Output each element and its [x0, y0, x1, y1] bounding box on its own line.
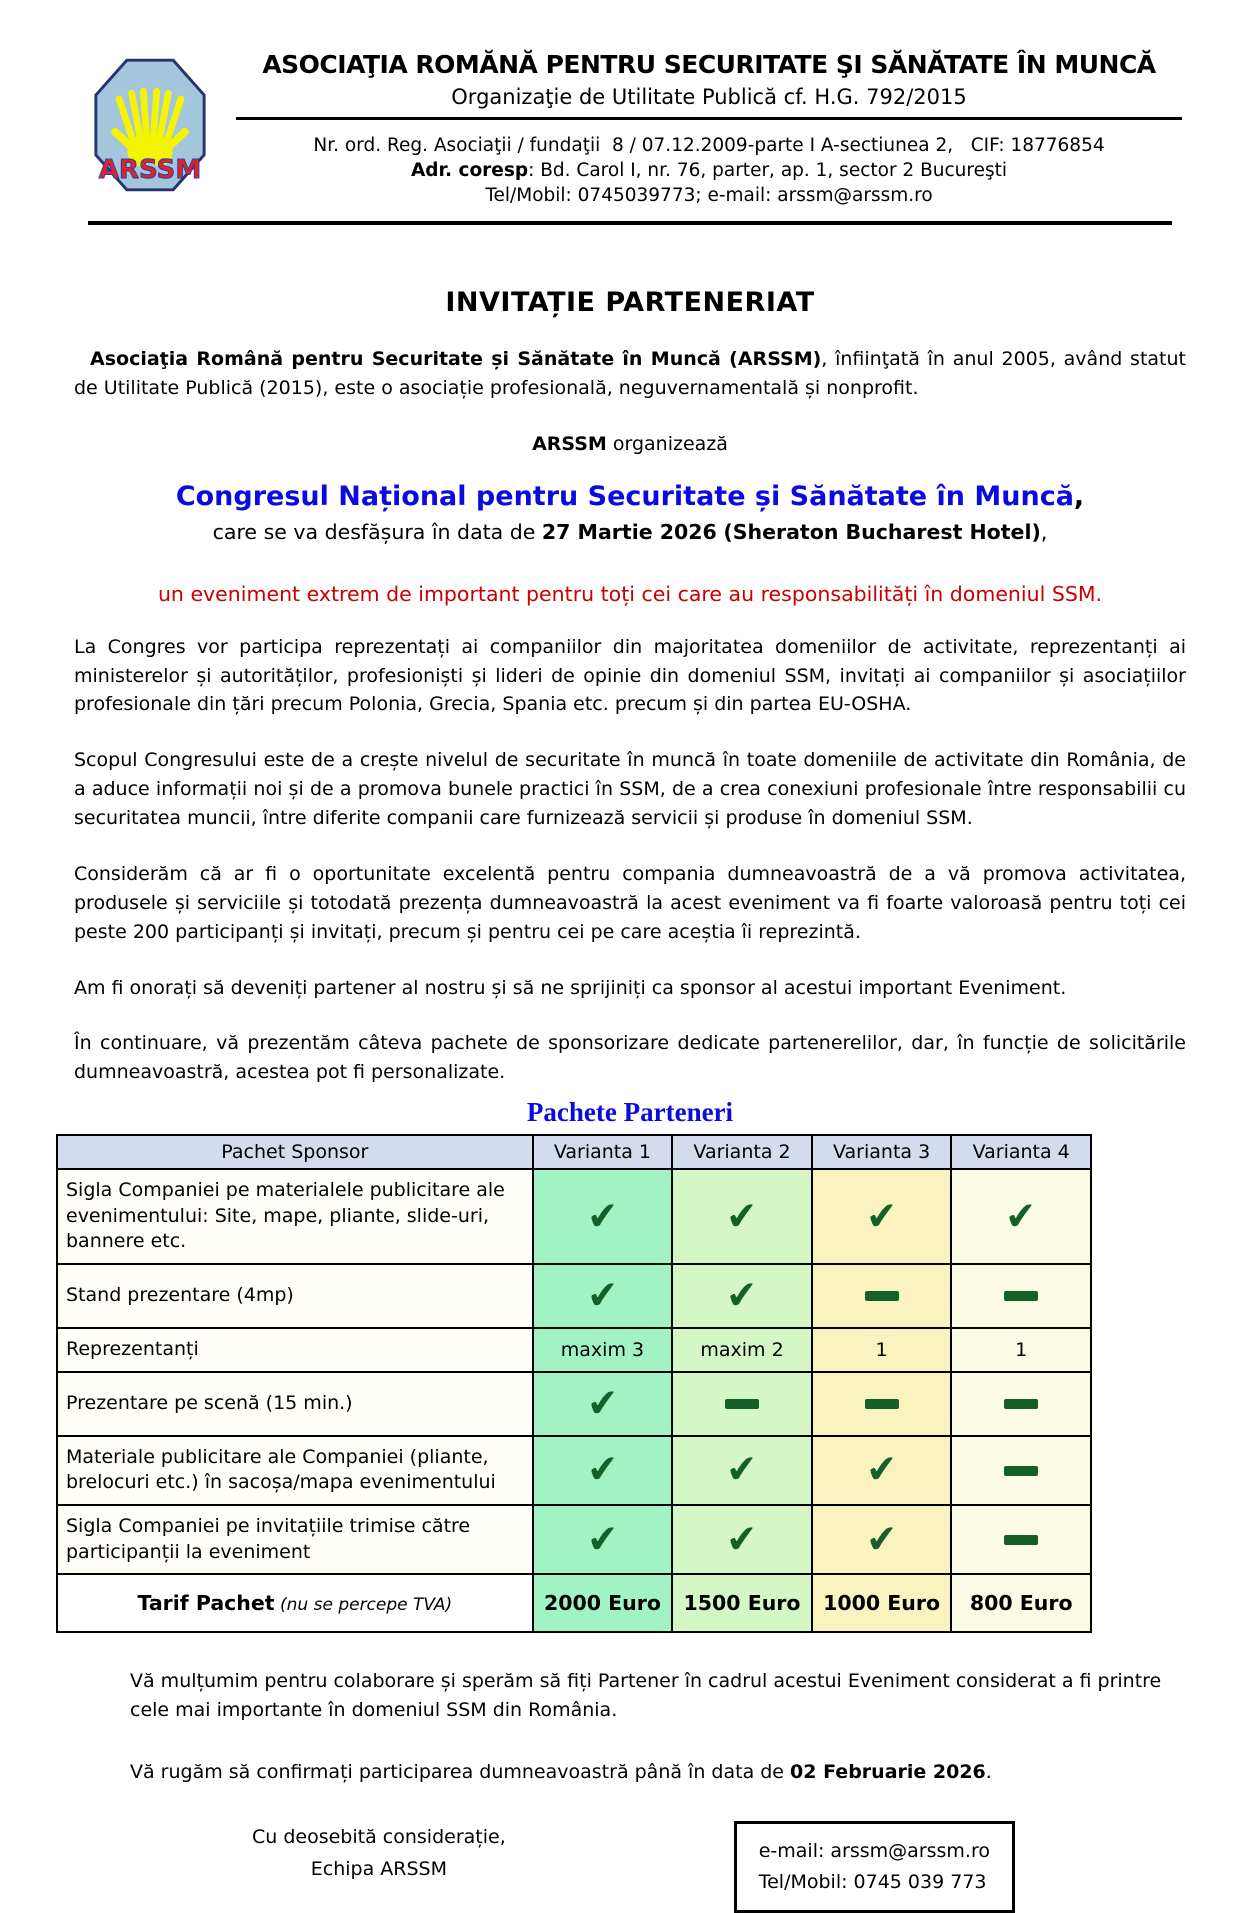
- packages-table: [56, 1134, 1092, 1633]
- check-icon: [533, 1436, 673, 1505]
- check-icon-glyph: ✔: [1003, 1192, 1039, 1239]
- package-feature-label: Sigla Companiei pe materialele publicitare ale evenimentului: Site, mape, pliante, slide-uri, bannere etc.: [57, 1169, 533, 1264]
- check-icon-glyph: ✔: [584, 1192, 620, 1239]
- check-icon-glyph: ✔: [724, 1192, 760, 1239]
- thanks-paragraph: Vă mulțumim pentru colaborare și sperăm să fiți Partener în cadrul acestui Eveniment considerat a fi printre cele mai importante în domeniul SSM din România.: [130, 1670, 1162, 1721]
- package-feature-label: Materiale publicitare ale Companiei (pliante, brelocuri etc.) în sacoșa/mapa evenimentului: [57, 1436, 533, 1505]
- check-icon-glyph: ✔: [724, 1515, 760, 1562]
- packages-title: Pachete Parteneri: [526, 1097, 734, 1128]
- package-feature-label: Stand prezentare (4mp): [57, 1264, 533, 1328]
- check-icon: [672, 1169, 812, 1264]
- check-icon-glyph: ✔: [584, 1446, 620, 1493]
- tariff-varianta3: 1000 Euro: [812, 1574, 952, 1632]
- address-line: [236, 159, 1182, 184]
- package-feature-label: Reprezentanți: [57, 1328, 533, 1372]
- signoff-line: Cu deosebită considerație,: [252, 1825, 506, 1848]
- dash-icon-glyph: [1004, 1291, 1038, 1301]
- dash-icon-glyph: [865, 1291, 899, 1301]
- contact-box-email: e-mail: arssm@arssm.ro: [758, 1839, 990, 1862]
- check-icon: [672, 1505, 812, 1574]
- congress-venue: (Sheraton Bucharest Hotel): [723, 519, 1041, 544]
- intro-bold: Asociaţia Română pentru Securitate și Sănătate în Muncă (ARSSM): [90, 347, 822, 370]
- dash-icon: [812, 1264, 952, 1328]
- letterhead-text: [208, 50, 1182, 209]
- arssm-logo: [92, 56, 208, 209]
- tariff-varianta2: 1500 Euro: [672, 1574, 812, 1632]
- paragraph-honored: Am fi onorați să deveniți partener al nostru și să ne sprijiniți ca sponsor al acestui important Eveniment.: [74, 976, 1067, 999]
- org-subtitle: Organizaţie de Utilitate Publică cf. H.G. 792/2015: [451, 85, 967, 109]
- address-label: Adr. coresp: [410, 159, 529, 181]
- check-icon-glyph: ✔: [724, 1272, 760, 1319]
- package-cell-value: 1: [951, 1328, 1091, 1372]
- column-header-varianta3: Varianta 3: [812, 1135, 952, 1169]
- check-icon: [812, 1169, 952, 1264]
- dash-icon: [951, 1372, 1091, 1436]
- congress-date-line: care se va desfășura în data de 27 Martie 2026 (Sheraton Bucharest Hotel),: [212, 519, 1048, 544]
- check-icon: [672, 1264, 812, 1328]
- registry-line: Nr. ord. Reg. Asociaţii / fundaţii 8 / 07.12.2009-parte I A-sectiunea 2, CIF: 18776854: [313, 135, 1105, 156]
- page-divider: [88, 221, 1172, 225]
- signature-block: [252, 1821, 506, 1886]
- check-icon-glyph: ✔: [864, 1192, 899, 1239]
- column-header-varianta2: Varianta 2: [672, 1135, 812, 1169]
- organizer-line: ARSSM organizează: [532, 432, 728, 455]
- highlight-sentence: un eveniment extrem de important pentru toți cei care au responsabilități în domeniul SSM.: [157, 581, 1103, 606]
- check-icon: [672, 1436, 812, 1505]
- logo-text: ARSSM: [98, 155, 202, 186]
- footer: [252, 1821, 1015, 1913]
- table-header-row: [57, 1135, 1091, 1169]
- check-icon: [812, 1436, 952, 1505]
- table-row: [57, 1505, 1091, 1574]
- dash-icon: [812, 1372, 952, 1436]
- package-feature-label: Prezentare pe scenă (15 min.): [57, 1372, 533, 1436]
- check-icon: [533, 1505, 673, 1574]
- address-value: : Bd. Carol I, nr. 76, parter, ap. 1, sector 2 Bucureşti: [528, 159, 1008, 181]
- paragraph-opportunity: Considerăm că ar fi o oportunitate excelentă pentru compania dumneavoastră de a vă promova activitatea, produsele și serviciile și totodată prezența dumneavoastră la acest eveniment va fi foarte valoroasă pentru toți cei peste 200 participanți și invitați, precum și pentru cei pe care aceștia îi reprezintă.: [74, 862, 1186, 943]
- check-icon-glyph: ✔: [584, 1379, 620, 1426]
- dash-icon: [951, 1436, 1091, 1505]
- table-row: [57, 1169, 1091, 1264]
- table-row: [57, 1436, 1091, 1505]
- check-icon-glyph: ✔: [584, 1272, 620, 1319]
- package-cell-value: maxim 2: [672, 1328, 812, 1372]
- check-icon: [533, 1169, 673, 1264]
- package-cell-value: 1: [812, 1328, 952, 1372]
- dash-icon-glyph: [1004, 1466, 1038, 1476]
- tariff-varianta4: 800 Euro: [951, 1574, 1091, 1632]
- check-icon: [812, 1505, 952, 1574]
- check-icon: [533, 1372, 673, 1436]
- column-header-varianta4: Varianta 4: [951, 1135, 1091, 1169]
- dash-icon-glyph: [1004, 1399, 1038, 1409]
- contact-box: [734, 1821, 1015, 1913]
- paragraph-participants: La Congres vor participa reprezentați ai companiilor din majoritatea domeniilor de activitate, reprezentanți ai ministerelor și autorităților, profesioniști și lideri de opinie din domeniul SSM, invitați ai companiilor și asociațiilor profesionale din țări precum Polonia, Grecia, Spania etc. precum și din partea EU-OSHA.: [74, 635, 1186, 716]
- contact-line: Tel/Mobil: 0745039773; e-mail: arssm@arssm.ro: [485, 184, 933, 206]
- arssm-logo-icon: [92, 56, 208, 194]
- package-table-body: [57, 1169, 1091, 1574]
- package-cell-value: maxim 3: [533, 1328, 673, 1372]
- contact-box-phone: Tel/Mobil: 0745 039 773: [758, 1871, 987, 1894]
- check-icon-glyph: ✔: [864, 1446, 899, 1493]
- table-row: [57, 1372, 1091, 1436]
- confirm-deadline: 02 Februarie 2026: [790, 1761, 986, 1784]
- header-divider: [236, 117, 1182, 120]
- dash-icon-glyph: [865, 1399, 899, 1409]
- congress-date: 27 Martie 2026: [541, 519, 717, 544]
- check-icon-glyph: ✔: [864, 1515, 899, 1562]
- confirm-paragraph: Vă rugăm să confirmați participarea dumneavoastră până în data de 02 Februarie 2026.: [130, 1761, 992, 1784]
- signoff-team: Echipa ARSSM: [310, 1858, 447, 1881]
- check-icon-glyph: ✔: [584, 1515, 620, 1562]
- tariff-varianta1: 2000 Euro: [533, 1574, 673, 1632]
- package-feature-label: Sigla Companiei pe invitațiile trimise către participanții la eveniment: [57, 1505, 533, 1574]
- check-icon: [951, 1169, 1091, 1264]
- paragraph-packages-intro: În continuare, vă prezentăm câteva pachete de sponsorizare dedicate partenerelilor, dar, în funcție de solicitările dumneavoastră, acestea pot fi personalizate.: [74, 1032, 1186, 1084]
- dash-icon: [951, 1505, 1091, 1574]
- tariff-row: [57, 1574, 1091, 1632]
- check-icon: [533, 1264, 673, 1328]
- dash-icon-glyph: [1004, 1535, 1038, 1545]
- tariff-label: Tarif Pachet (nu se percepe TVA): [57, 1574, 533, 1632]
- column-header-pachet: Pachet Sponsor: [57, 1135, 533, 1169]
- dash-icon-glyph: [725, 1399, 759, 1409]
- org-title: ASOCIAŢIA ROMĂNĂ PENTRU SECURITATE ŞI SĂNĂTATE ÎN MUNCĂ: [262, 50, 1156, 79]
- intro-paragraph: Asociaţia Română pentru Securitate și Sănătate în Muncă (ARSSM), înfiinţată în anul 2005, având statut de Utilitate Publică (2015), este o asociație profesională, neguvernamentală și nonprofit.: [74, 347, 1186, 399]
- column-header-varianta1: Varianta 1: [533, 1135, 673, 1169]
- letter-body: [0, 287, 1260, 1087]
- page-title: INVITAȚIE PARTENERIAT: [445, 286, 815, 318]
- check-icon-glyph: ✔: [724, 1446, 760, 1493]
- dash-icon: [672, 1372, 812, 1436]
- table-row: [57, 1328, 1091, 1372]
- table-row: [57, 1264, 1091, 1328]
- dash-icon: [951, 1264, 1091, 1328]
- paragraph-purpose: Scopul Congresului este de a crește nivelul de securitate în muncă în toate domeniile de activitate din România, de a aduce informații noi și de a promova bunele practici în SSM, de a crea conexiuni profesionale între responsabilii cu securitatea muncii, între diferite companii care furnizează servicii și produse în domeniul SSM.: [74, 749, 1186, 830]
- congress-title: Congresul Național pentru Securitate și Sănătate în Muncă,: [175, 480, 1085, 512]
- letterhead: [0, 50, 1260, 209]
